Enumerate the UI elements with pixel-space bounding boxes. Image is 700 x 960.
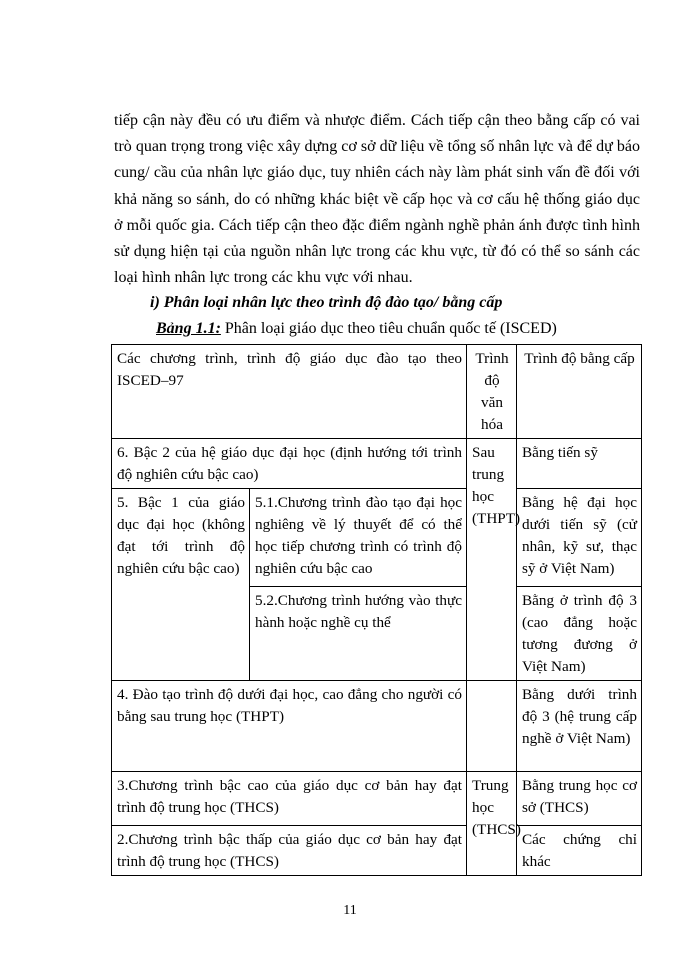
sub-program-cell: 5.2.Chương trình hướng vào thực hành hoặc nghề cụ thể bbox=[250, 587, 467, 681]
program-cell: 2.Chương trình bậc thấp của giáo dục cơ bản hay đạt trình độ trung học (THCS) bbox=[112, 826, 467, 876]
degree-cell: Các chứng chỉ khác bbox=[517, 826, 642, 876]
table-row bbox=[112, 489, 642, 587]
degree-cell: Bằng hệ đại học dưới tiến sỹ (cử nhân, kỹ sư, thạc sỹ ở Việt Nam) bbox=[517, 489, 642, 587]
table-row bbox=[112, 681, 642, 772]
program-cell: 6. Bậc 2 của hệ giáo dục đại học (định hướng tới trình độ nghiên cứu bậc cao) bbox=[112, 439, 467, 489]
header-degree-cell: Trình độ bằng cấp bbox=[517, 345, 642, 439]
page-number: 11 bbox=[343, 903, 357, 918]
degree-cell: Bằng ở trình độ 3 (cao đẳng hoặc tương đương ở Việt Nam) bbox=[517, 587, 642, 681]
degree-cell: Bằng tiến sỹ bbox=[517, 439, 642, 489]
table-row bbox=[112, 345, 642, 439]
culture-level-cell bbox=[467, 681, 517, 772]
degree-cell: Bằng trung học cơ sở (THCS) bbox=[517, 772, 642, 826]
header-culture-level-cell: Trình độ văn hóa bbox=[467, 345, 517, 439]
table-caption bbox=[156, 320, 557, 338]
sub-program-cell: 5.1.Chương trình đào tạo đại học nghiêng về lý thuyết để có thể học tiếp chương trình có trình độ nghiên cứu bậc cao bbox=[250, 489, 467, 587]
table-row bbox=[112, 826, 642, 876]
table-row bbox=[112, 772, 642, 826]
table-caption-label: Bảng 1.1: bbox=[156, 320, 221, 337]
header-program-cell: Các chương trình, trình độ giáo dục đào tạo theo ISCED–97 bbox=[112, 345, 467, 439]
degree-cell: Bằng dưới trình độ 3 (hệ trung cấp nghề ở Việt Nam) bbox=[517, 681, 642, 772]
section-heading: i) Phân loại nhân lực theo trình độ đào tạo/ bằng cấp bbox=[150, 294, 503, 311]
program-cell: 4. Đào tạo trình độ dưới đại học, cao đẳng cho người có bằng sau trung học (THPT) bbox=[112, 681, 467, 772]
isced-table bbox=[111, 344, 642, 876]
body-paragraph: tiếp cận này đều có ưu điểm và nhược điểm. Cách tiếp cận theo bằng cấp có vai trò quan trọng trong việc xây dựng cơ sở dữ liệu về tổng số nhân lực và để dự báo cung/ cầu của nhân lực giáo dục, tuy nhiên cách này làm phát sinh vấn đề đối với khả năng so sánh, do có những khác biệt về cấp học và cơ cấu hệ thống giáo dục ở mỗi quốc gia. Cách tiếp cận theo đặc điểm ngành nghề phản ánh được tình hình sử dụng hiện tại của nguồn nhân lực trong các khu vực, từ đó có thể so sánh các loại hình nhân lực trong các khu vực với nhau. bbox=[114, 112, 640, 287]
program-cell: 3.Chương trình bậc cao của giáo dục cơ bản hay đạt trình độ trung học (THCS) bbox=[112, 772, 467, 826]
table-caption-text: Phân loại giáo dục theo tiêu chuẩn quốc tế (ISCED) bbox=[220, 320, 557, 337]
culture-level-cell: Sau trung học (THPT) bbox=[467, 439, 517, 681]
table-row bbox=[112, 439, 642, 489]
program-cell: 5. Bậc 1 của giáo dục đại học (không đạt tới trình độ nghiên cứu bậc cao) bbox=[112, 489, 250, 681]
culture-level-cell: Trung học (THCS) bbox=[467, 772, 517, 876]
